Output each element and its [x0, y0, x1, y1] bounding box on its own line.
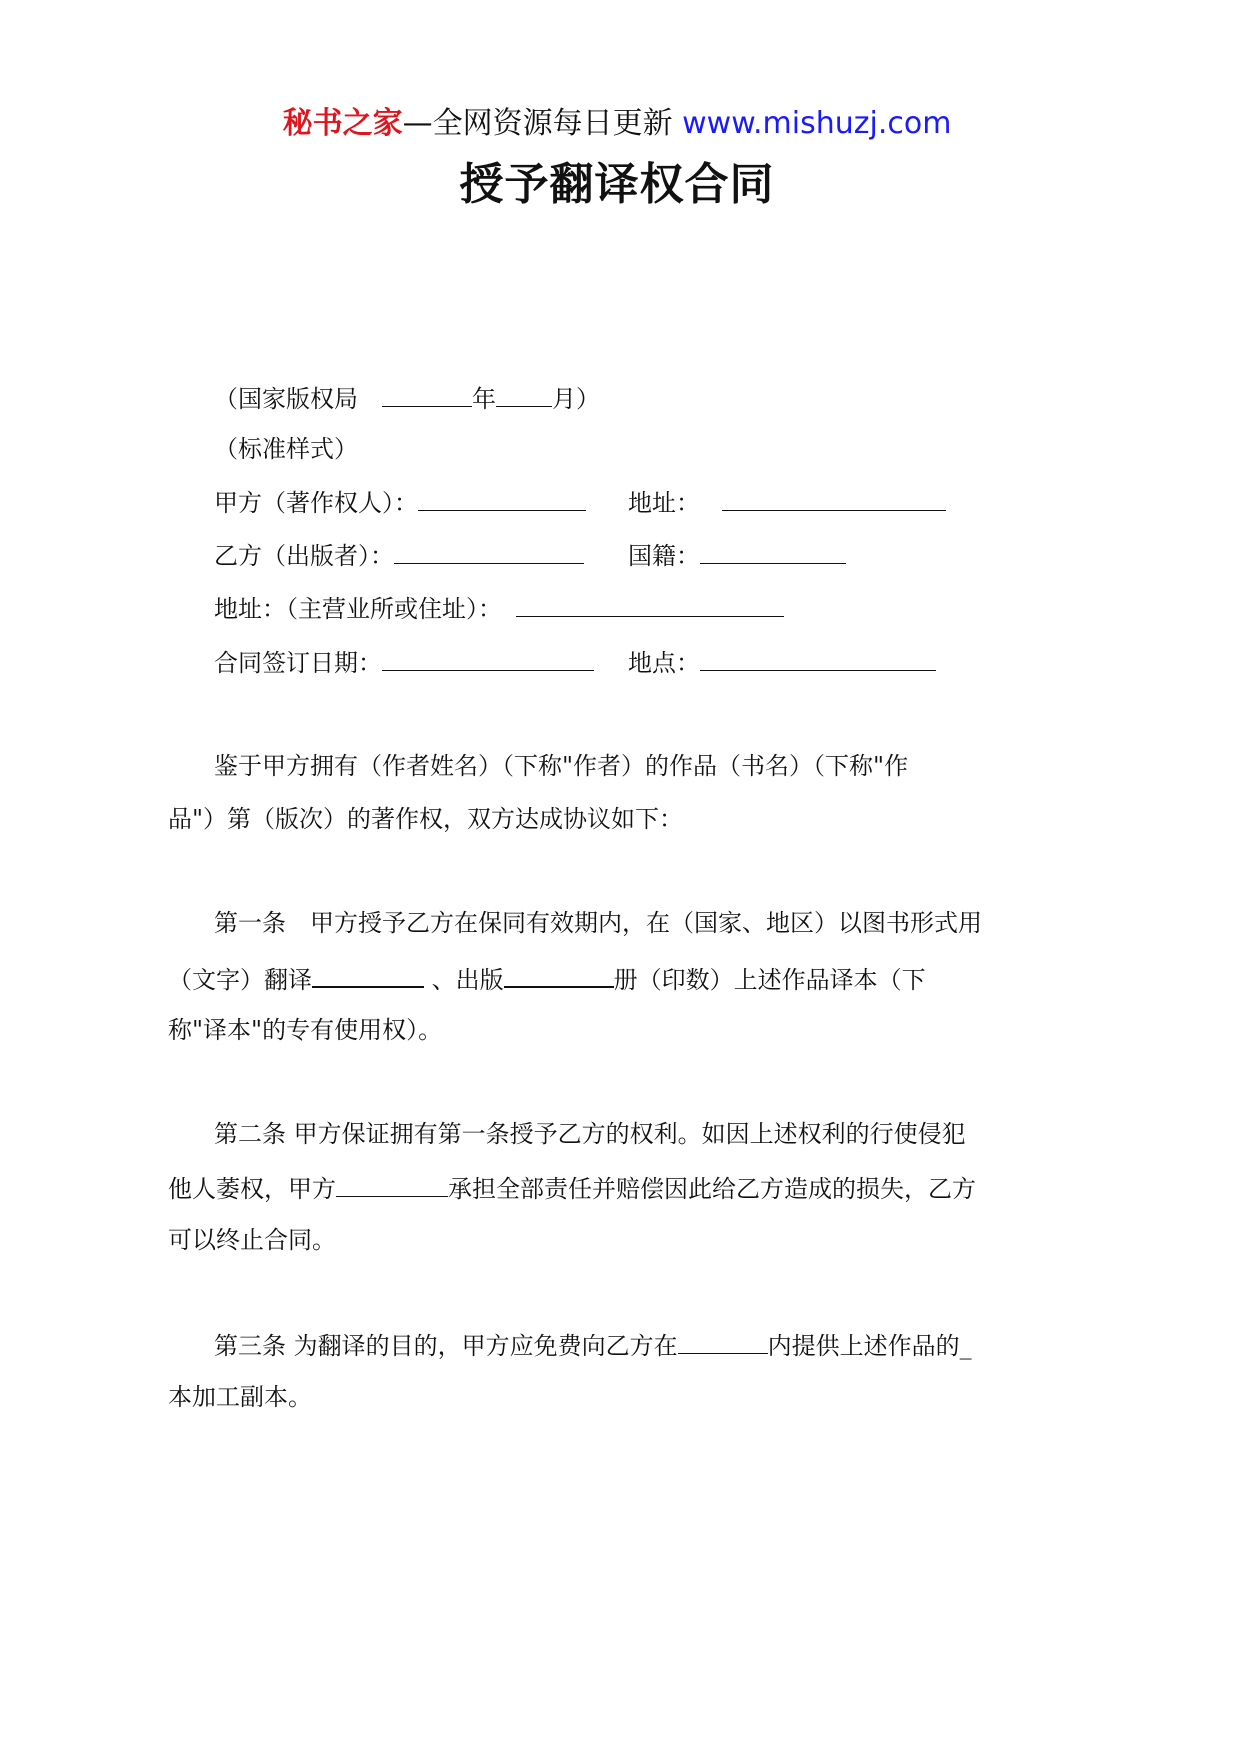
article-3-text-a: 第三条 为翻译的目的，甲方应免费向乙方在	[214, 1332, 678, 1360]
year-suffix: 年	[472, 385, 496, 413]
article-2-line-3: 可以终止合同。	[168, 1226, 336, 1254]
month-blank[interactable]	[496, 380, 552, 407]
address-row	[628, 484, 946, 520]
sign-date-row	[214, 644, 594, 680]
business-address-field[interactable]	[516, 590, 784, 617]
translate-language-blank[interactable]	[312, 960, 424, 988]
party-b-row	[214, 537, 584, 573]
article-2-text-b: 承担全部责任并赔偿因此给乙方造成的损失，乙方	[448, 1175, 976, 1203]
business-address-label: 地址：（主营业所或住址）：	[214, 595, 502, 623]
article-1-text-b: 、出版	[424, 966, 504, 994]
article-3-text-b: 内提供上述作品的_	[767, 1332, 972, 1360]
delivery-period-blank[interactable]	[678, 1327, 768, 1354]
article-1-text-c: 册（印数）上述作品译本（下	[613, 966, 926, 994]
article-1-line-2	[168, 960, 926, 997]
year-blank[interactable]	[382, 380, 472, 407]
site-url[interactable]: www.mishuzj.com	[682, 106, 952, 141]
party-a-label: 甲方（著作权人）：	[214, 489, 418, 517]
article-3-line-2: 本加工副本。	[168, 1383, 312, 1411]
issuer-line	[214, 380, 600, 416]
print-run-blank[interactable]	[504, 960, 614, 988]
brand-name: 秘书之家	[282, 106, 403, 141]
business-address-row	[214, 590, 784, 626]
liability-blank[interactable]	[336, 1170, 448, 1197]
article-1-line-3: 称"译本"的专有使用权）。	[168, 1016, 443, 1044]
article-1-line-1: 第一条 甲方授予乙方在保同有效期内，在（国家、地区）以图书形式用	[214, 909, 982, 937]
article-2-line-2	[168, 1170, 976, 1206]
article-1-text-a: （文字）翻译	[168, 966, 312, 994]
month-suffix: 月）	[552, 385, 600, 413]
issuer-label: （国家版权局	[214, 385, 358, 413]
nationality-row	[628, 537, 846, 573]
party-a-field[interactable]	[418, 484, 586, 511]
article-2-text-a: 他人萎权，甲方	[168, 1175, 336, 1203]
article-3-line-1	[214, 1327, 972, 1363]
sign-date-label: 合同签订日期：	[214, 649, 382, 677]
place-label: 地点：	[628, 649, 700, 677]
address-label: 地址：	[628, 489, 700, 517]
document-title: 授予翻译权合同	[459, 159, 775, 210]
preamble-line-2: 品"）第（版次）的著作权，双方达成协议如下：	[168, 805, 684, 833]
article-2-line-1: 第二条 甲方保证拥有第一条授予乙方的权利。如因上述权利的行使侵犯	[214, 1120, 966, 1148]
place-field[interactable]	[700, 644, 936, 671]
sign-date-field[interactable]	[382, 644, 594, 671]
site-header	[0, 100, 1234, 148]
nationality-label: 国籍：	[628, 542, 700, 570]
standard-line: （标准样式）	[214, 435, 358, 463]
nationality-field[interactable]	[700, 537, 846, 564]
party-b-field[interactable]	[394, 537, 584, 564]
party-a-row	[214, 484, 586, 520]
address-field[interactable]	[722, 484, 946, 511]
preamble-line-1: 鉴于甲方拥有（作者姓名）（下称"作者）的作品（书名）（下称"作	[214, 752, 909, 780]
slogan: —全网资源每日更新	[402, 106, 683, 141]
place-row	[628, 644, 936, 680]
party-b-label: 乙方（出版者）：	[214, 542, 394, 570]
